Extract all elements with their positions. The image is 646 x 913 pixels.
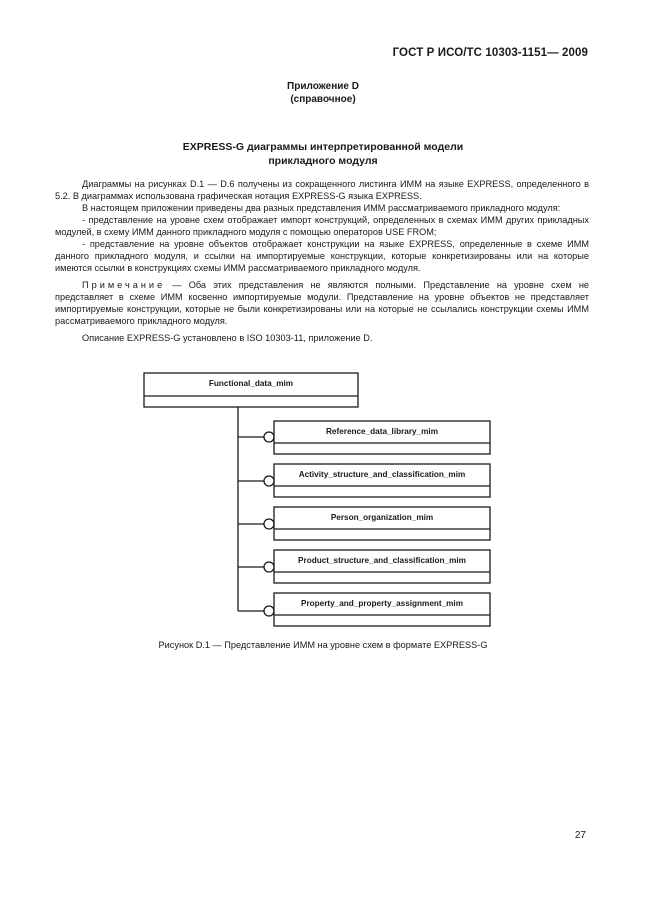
use-from-circle-icon — [264, 519, 274, 529]
module-boxes — [238, 421, 490, 626]
use-from-circle-icon — [264, 432, 274, 442]
page-number: 27 — [574, 830, 586, 841]
figure-caption: Рисунок D.1 — Представление ИММ на уровне схем в формате EXPRESS-G — [158, 640, 488, 650]
module-label: Product_structure_and_classification_mim — [298, 556, 466, 565]
module-label: Property_and_property_assignment_mim — [301, 599, 463, 608]
section-title-line-2: прикладного модуля — [268, 155, 378, 167]
section-title-line-1: EXPRESS-G диаграммы интерпретированной модели — [182, 141, 464, 153]
paragraph-4: - представление на уровне объектов отображает конструкции на языке EXPRESS, определенные в схеме ИММ данного прикладного модуля, и ссылки на импортируемые конструкции, которые конкретизированы или на которые имеются ссылки в конструкциях схемы ИММ рассматриваемого прикладного модуля. — [55, 239, 589, 273]
description-paragraph: Описание EXPRESS-G установлено в ISO 10303-11, приложение D. — [82, 333, 373, 343]
note-label: Примечание — [82, 280, 166, 290]
module-box — [238, 550, 490, 583]
module-label: Reference_data_library_mim — [326, 427, 438, 436]
paragraph-1: Диаграммы на рисунках D.1 — D.6 получены из сокращенного листинга ИММ на языке EXPRESS, определенного в 5.2. В диаграммах использована графическая нотация EXPRESS-G языка EXPRESS. — [55, 179, 589, 201]
module-label: Activity_structure_and_classification_mim — [298, 470, 466, 479]
annex-subtitle: (справочное) — [290, 94, 356, 105]
module-box — [238, 421, 490, 454]
paragraph-3: - представление на уровне схем отображает импорт конструкций, определенных в схемах ИММ других прикладных модулей, в схему ИММ данного прикладного модуля с помощью операторов USE FROM; — [55, 215, 589, 237]
root-schema-box — [144, 373, 358, 407]
module-label: Person_organization_mim — [330, 513, 434, 522]
use-from-circle-icon — [264, 476, 274, 486]
annex-title: Приложение D — [287, 81, 359, 92]
root-schema-label: Functional_data_mim — [208, 379, 294, 388]
document-header: ГОСТ Р ИСО/ТС 10303-1151— 2009 — [392, 47, 588, 59]
module-box — [238, 593, 490, 626]
use-from-circle-icon — [264, 562, 274, 572]
note-text: — Оба этих представления не являются полными. Представление на уровне схем не представляет в схеме ИММ косвенно импортируемые модули. Представление на уровне объектов не представляет импортируемые конструкции, которые не были конкретизированы или на которые не ссылались конструкции схемы ИММ рассматриваемого прикладного модуля. — [55, 280, 589, 326]
paragraph-2: В настоящем приложении приведены два разных представления ИММ рассматриваемого прикладного модуля: — [82, 203, 561, 213]
module-box — [238, 464, 490, 497]
module-box — [238, 507, 490, 540]
use-from-circle-icon — [264, 606, 274, 616]
